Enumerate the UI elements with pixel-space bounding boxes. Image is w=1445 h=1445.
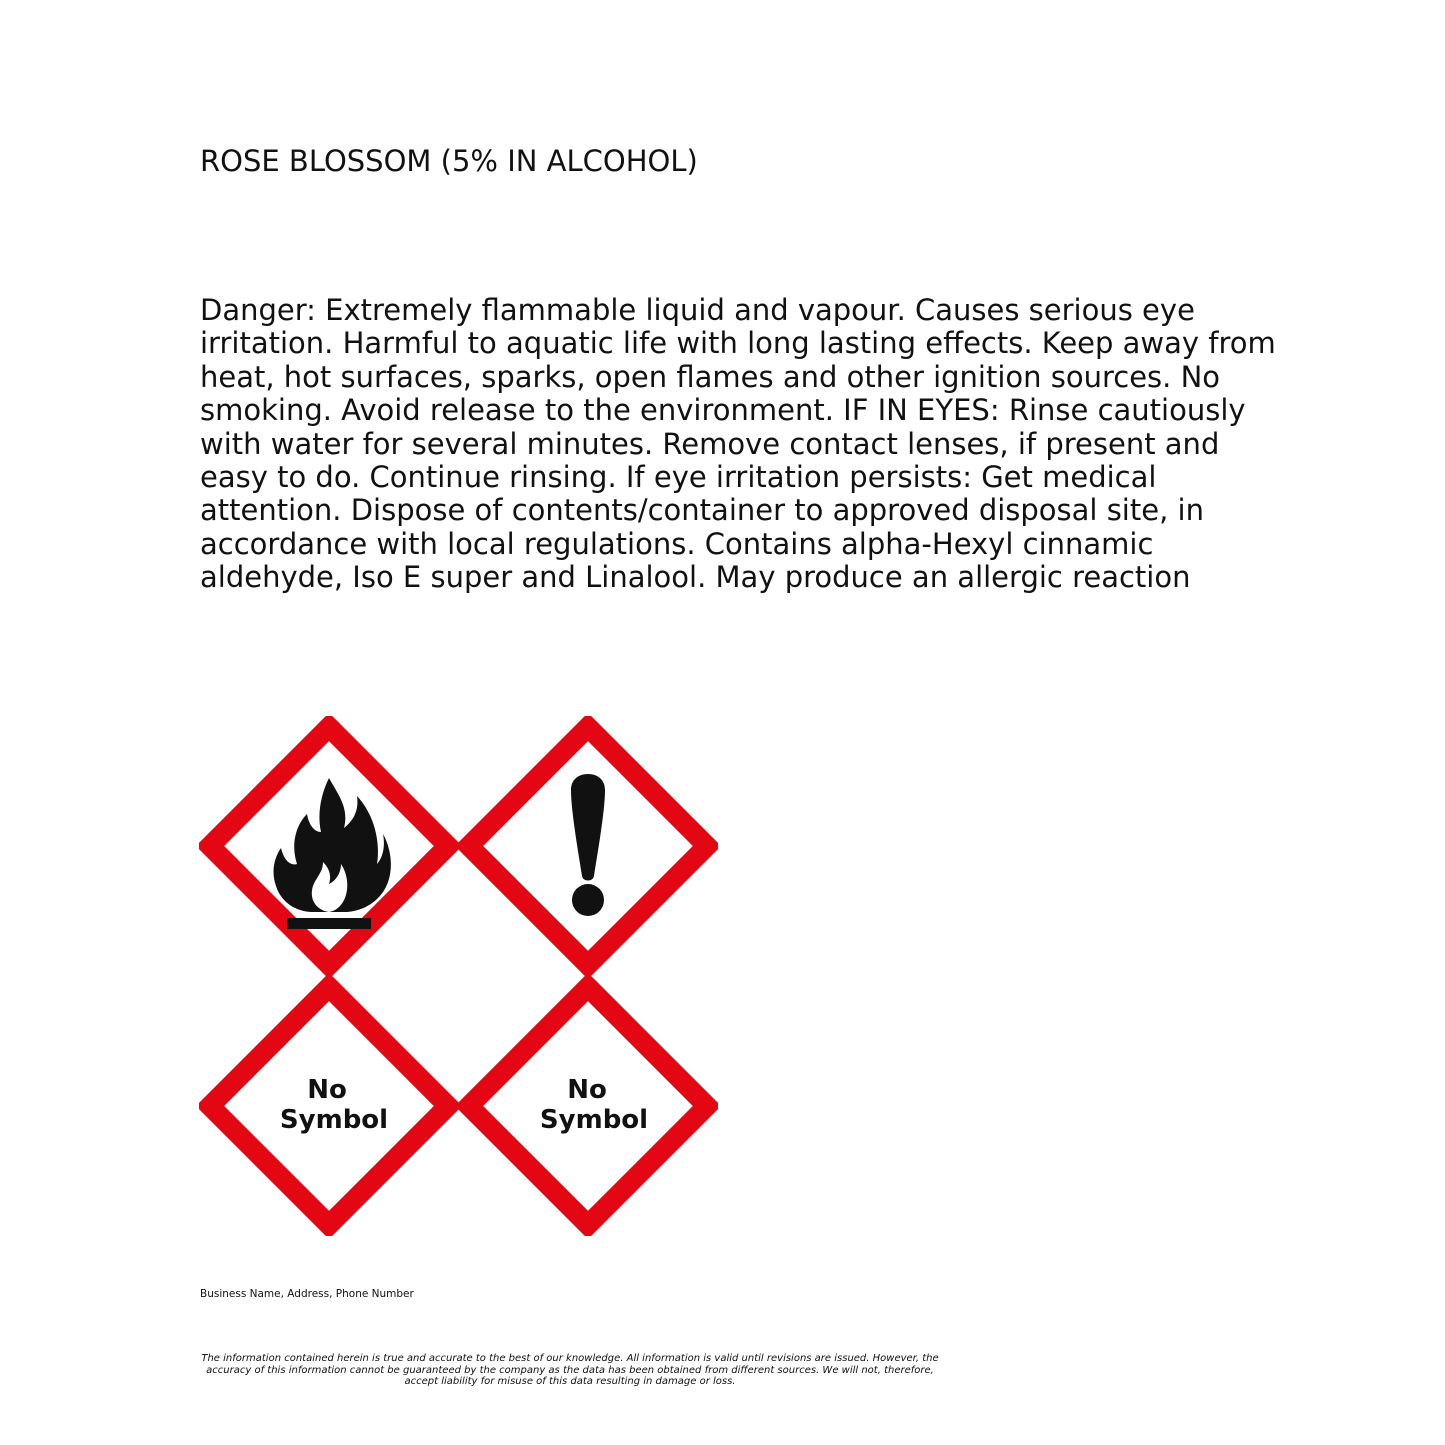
flame-icon (199, 716, 459, 976)
exclamation-pictogram (458, 716, 718, 976)
flammable-pictogram (199, 716, 459, 976)
no-symbol-icon (199, 976, 459, 1236)
exclamation-mark-icon (458, 716, 718, 976)
no-symbol-line-2: Symbol (279, 1105, 389, 1135)
no-symbol-icon (458, 976, 718, 1236)
hazard-statement (200, 294, 1290, 595)
product-name: ROSE BLOSSOM (5% IN ALCOHOL) (200, 144, 698, 178)
no-symbol-line-2: Symbol (539, 1105, 649, 1135)
business-details: Business Name, Address, Phone Number (200, 1288, 414, 1300)
no-symbol-line-1: No (567, 1075, 607, 1105)
hazard-statement-part-2: smoking. Avoid release to the environment. IF IN EYES: Rinse cautiously with water for several minutes. Remove contact lenses, if present and easy to do. Continue rinsing. If eye irritation persists: Get medical attention. Dispose of contents/container to approved disposal site, in accordance with local regulations. Contains alpha-Hexyl cinnamic aldehyde, Iso E super and Linalool. May produce an allergic reaction (200, 393, 1246, 595)
disclaimer: The information contained herein is true and accurate to the best of our knowledge. All information is valid until revisions are issued. However, the accuracy of this information cannot be guaranteed by the company as the data has been obtained from different sources. We will not, therefore, accept liability for misuse of this data resulting in damage or loss. (201, 1353, 939, 1387)
hazard-statement-part-1: Danger: Extremely flammable liquid and vapour. Causes serious eye irritation. Harmful to aquatic life with long lasting effects. Keep away from heat, hot surfaces, sparks, open flames and other ignition sources. No (200, 293, 1276, 394)
no-symbol-pictogram (199, 976, 459, 1236)
no-symbol-pictogram (458, 976, 718, 1236)
no-symbol-line-1: No (307, 1075, 347, 1105)
